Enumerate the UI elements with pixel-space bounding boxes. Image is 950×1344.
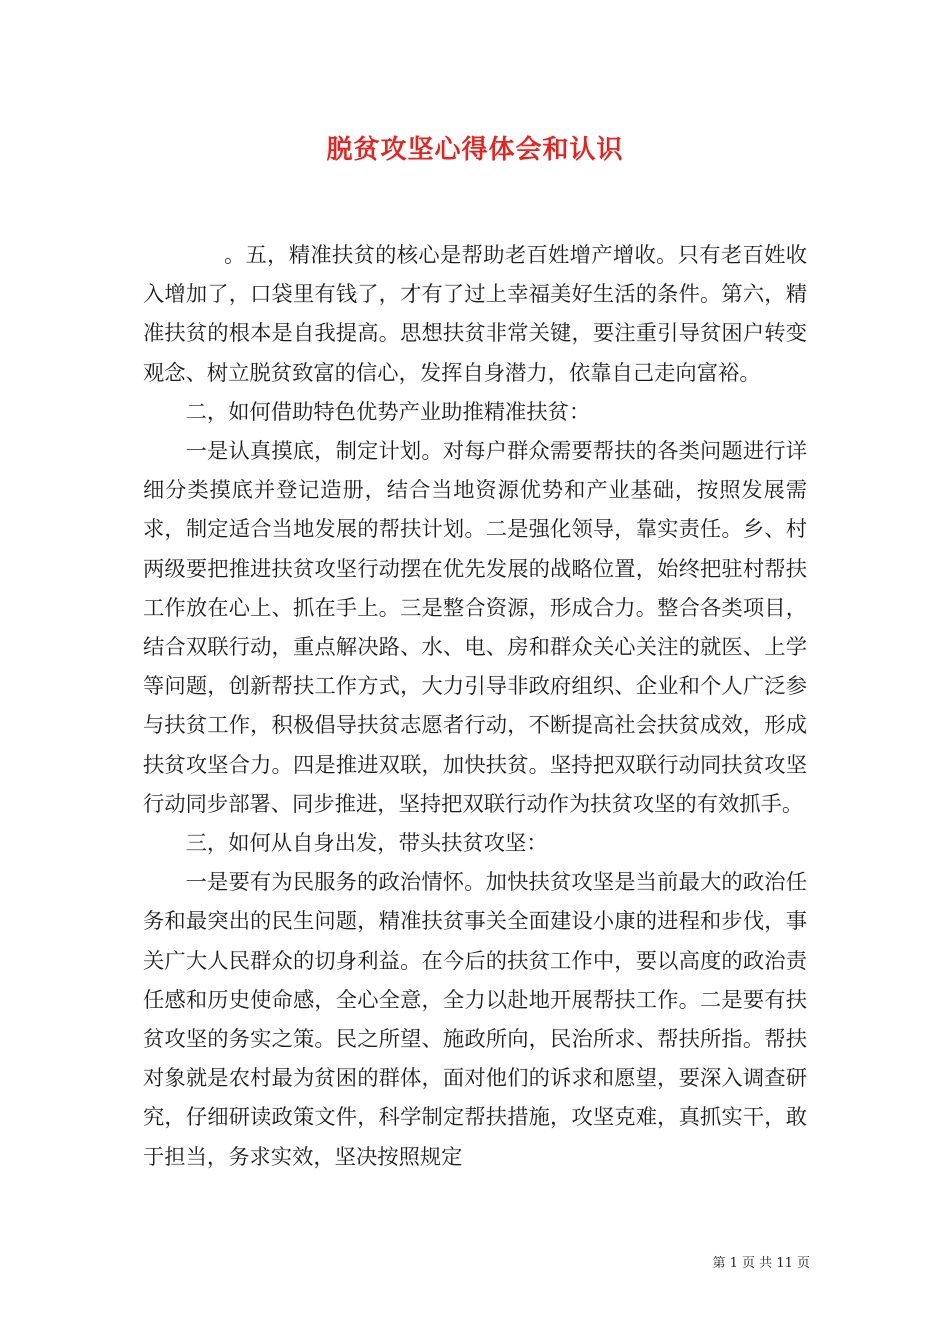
section-heading-two: 二，如何借助特色优势产业助推精准扶贫： — [185, 399, 591, 425]
document-title: 脱贫攻坚心得体会和认识 — [326, 135, 624, 165]
page-number: 第 1 页 共 11 页 — [712, 1256, 810, 1271]
document-body — [143, 236, 807, 1177]
paragraph-section-two: 一是认真摸底，制定计划。对每户群众需要帮扶的各类问题进行详细分类摸底并登记造册，结合当地资源优势和产业基础，按照发展需求，制定适合当地发展的帮扶计划。二是强化领导，靠实责任。乡、村两级要把推进扶贫攻坚行动摆在优先发展的战略位置，始终把驻村帮扶工作放在心上、抓在手上。三是整合资源，形成合力。整合各类项目，结合双联行动，重点解决路、水、电、房和群众关心关注的就医、上学等问题，创新帮扶工作方式，大力引导非政府组织、企业和个人广泛参与扶贫工作，积极倡导扶贫志愿者行动，不断提高社会扶贫成效，形成扶贫攻坚合力。四是推进双联，加快扶贫。坚持把双联行动同扶贫攻坚行动同步部署、同步推进，坚持把双联行动作为扶贫攻坚的有效抓手。 — [143, 439, 807, 817]
paragraph-points-five-six: 。五，精准扶贫的核心是帮助老百姓增产增收。只有老百姓收入增加了，口袋里有钱了，才有了过上幸福美好生活的条件。第六，精准扶贫的根本是自我提高。思想扶贫非常关键，要注重引导贫困户转变观念、树立脱贫致富的信心，发挥自身潜力，依靠自己走向富裕。 — [143, 243, 807, 386]
paragraph-section-three: 一是要有为民服务的政治情怀。加快扶贫攻坚是当前最大的政治任务和最突出的民生问题，精准扶贫事关全面建设小康的进程和步伐，事关广大人民群众的切身利益。在今后的扶贫工作中，要以高度的政治责任感和历史使命感，全心全意，全力以赴地开展帮扶工作。二是要有扶贫攻坚的务实之策。民之所望、施政所向，民治所求、帮扶所指。帮扶对象就是农村最为贫困的群体，面对他们的诉求和愿望，要深入调查研究，仔细研读政策文件，科学制定帮扶措施，攻坚克难，真抓实干，敢于担当，务求实效，坚决按照规定 — [143, 870, 807, 1170]
section-heading-three: 三，如何从自身出发，带头扶贫攻坚： — [185, 831, 548, 857]
